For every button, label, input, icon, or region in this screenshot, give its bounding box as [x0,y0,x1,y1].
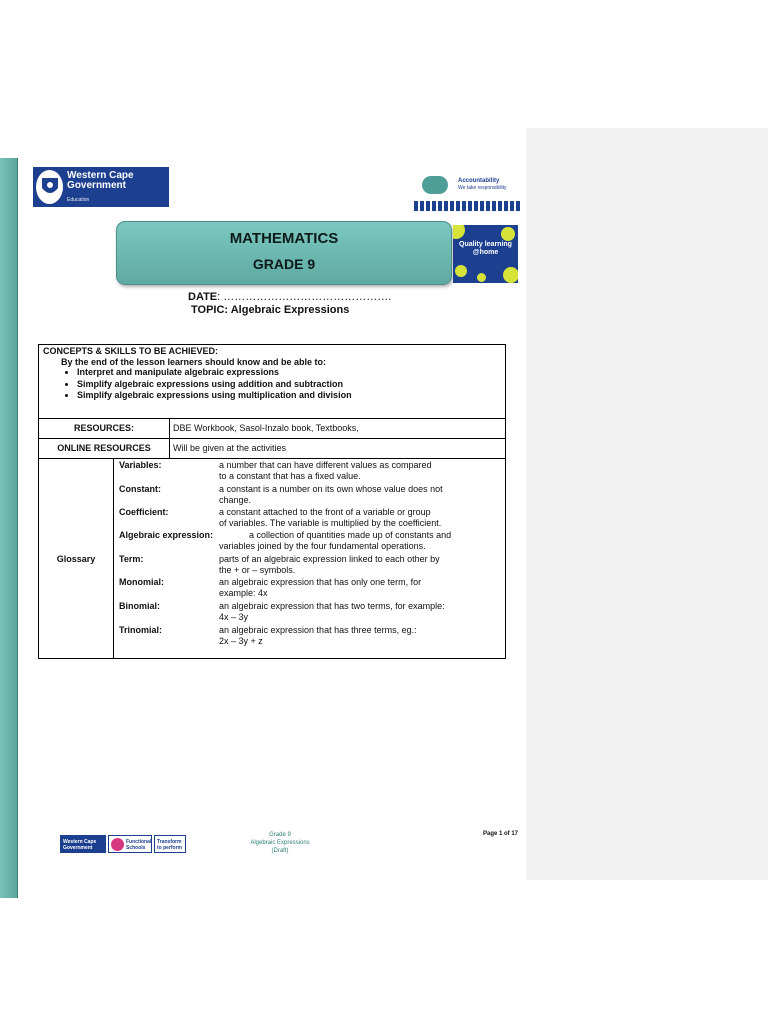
glossary-term: Monomial: [119,577,164,587]
concepts-intro: By the end of the lesson learners should know and be able to: [61,357,327,367]
glossary-term: Constant: [119,484,161,494]
glossary-definition: a constant is a number on its own whose value does not change. [219,484,443,505]
glossary-term: Binomial: [119,601,161,611]
date-label: DATE [188,291,218,303]
concept-item: • Interpret and manipulate algebraic expressions [77,367,352,379]
date-value: : ………………………………………. [217,291,392,303]
online-resources-value: Will be given at the activities [173,443,287,453]
glossary-definition: a number that can have different values as compared to a constant that has a fixed value. [219,460,432,481]
resources-row [38,418,506,439]
footer-logos [60,835,186,853]
footer-transform-logo: Transform to perform [154,835,186,853]
logo-org-name: Western Cape Government [67,170,134,191]
footer-grade: Grade 9 [269,832,291,838]
concept-item: • Simplify algebraic expressions using addition and subtraction [77,379,352,391]
footer-draft: (Draft) [271,848,289,854]
concepts-heading: CONCEPTS & SKILLS TO BE ACHIEVED: [43,346,219,356]
glossary-box [38,458,506,659]
glossary-term: Term: [119,554,144,564]
date-line [188,291,391,303]
online-resources-label: ONLINE RESOURCES [39,439,170,458]
concepts-box [38,344,506,419]
grade-title: GRADE 9 [252,256,316,272]
glossary-definition: a constant attached to the front of a variable or group of variables. The variable is multiplied by the coefficient. [219,507,442,528]
coat-of-arms-icon [36,170,63,204]
glossary-term: Trinomial: [119,625,163,635]
concepts-list [63,367,352,402]
footer-functional-schools-logo: Functional Schools [108,835,152,853]
page-number: Page 1 of 17 [483,831,519,837]
logo-strip [414,201,520,211]
quality-learning-logo [453,225,518,283]
glossary-term: Coefficient: [119,507,169,517]
glossary-label: Glossary [39,459,114,658]
western-cape-logo [33,167,169,207]
accountability-title: Accountability [458,178,500,184]
subject-title: MATHEMATICS [229,230,339,247]
glossary-definition: parts of an algebraic expression linked to each other by the + or – symbols. [219,554,440,575]
comment-panel [526,128,768,880]
glossary-definition: an algebraic expression that has only one term, for example: 4x [219,577,422,598]
left-sidebar-bar [0,158,18,898]
resources-label: RESOURCES: [39,419,170,438]
title-banner [116,221,452,285]
topic-line: TOPIC: Algebraic Expressions [191,304,350,316]
online-resources-row [38,438,506,459]
resources-value: DBE Workbook, Sasol-Inzalo book, Textbooks, [173,423,359,433]
accountability-logo [414,172,520,212]
glossary-definition: a collection of quantities made up of constants and variables joined by the four fundamental operations. [219,530,452,551]
glossary-term: Variables: [119,460,162,470]
footer-wcg-logo: Western Cape Government [60,835,106,853]
glossary-term: Algebraic expression: [119,530,214,540]
footer-doc-info [230,831,330,855]
quality-learning-text: Quality learning @home [459,241,512,256]
glossary-definition: an algebraic expression that has two terms, for example: 4x – 3y [219,601,445,622]
glossary-definition: an algebraic expression that has three terms, eg.: 2x – 3y + z [219,625,417,646]
hand-icon [422,176,448,194]
concept-item: • Simplify algebraic expressions using multiplication and division [77,390,352,402]
footer-topic: Algebraic Expressions [250,840,310,846]
logo-dept-name: Education [67,197,90,203]
accountability-subtitle: We take responsibility [458,185,507,191]
